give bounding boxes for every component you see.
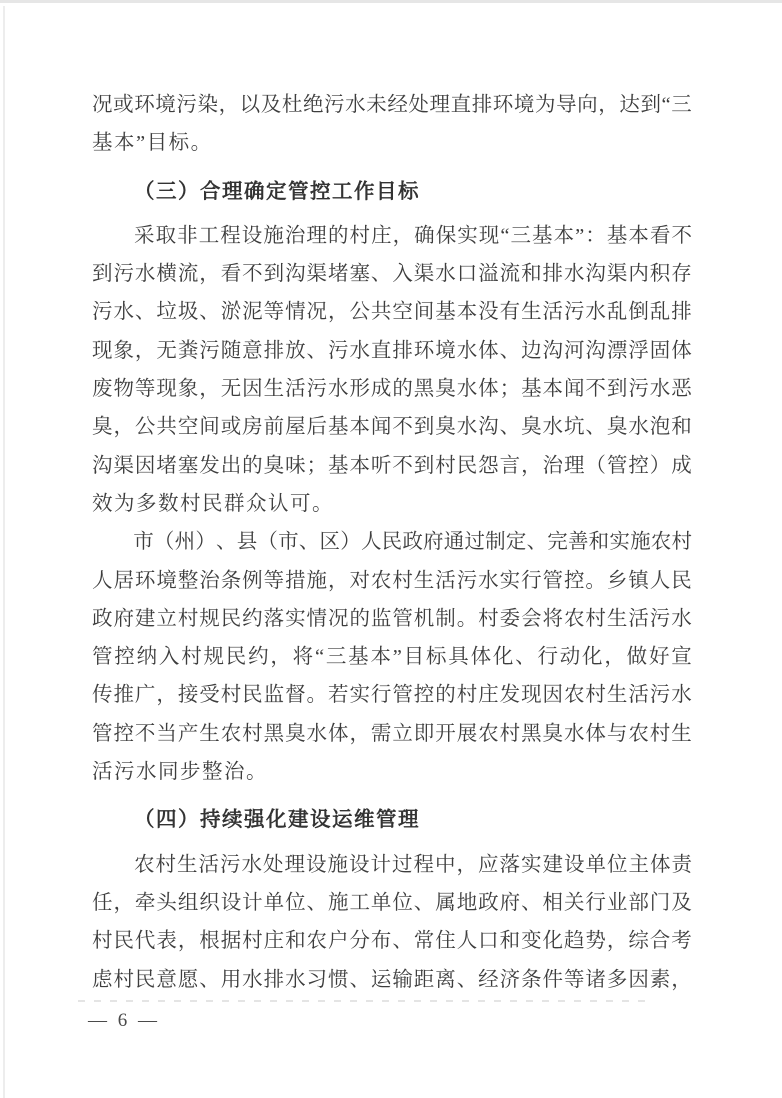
section-heading: （三）合理确定管控工作目标 xyxy=(134,180,420,203)
text-line: 废 物 等 现 象 ， 无 因 生 活 污 水 形 成 的 黑 臭 水 体 ； 基 本 闻 不 到 污 水 恶 xyxy=(92,378,692,401)
text-line: 采 取 非 工 程 设 施 治 理 的 村 庄 ， 确 保 实 现 “ 三 基 本 ” ： 基 本 看 不 xyxy=(134,224,692,247)
text-line: 任 ， 牵 头 组 织 设 计 单 位 、 施 工 单 位 、 属 地 政 府 、 相 关 行 业 部 门 及 xyxy=(92,891,692,914)
text-line: 传 推 广 ， 接 受 村 民 监 督 。 若 实 行 管 控 的 村 庄 发 现 因 农 村 生 活 污 水 xyxy=(92,684,692,707)
text-line: 现 象 ， 无 粪 污 随 意 排 放 、 污 水 直 排 环 境 水 体 、 边 沟 河 沟 漂 浮 固 体 xyxy=(92,339,692,362)
section-heading: （四）持续强化建设运维管理 xyxy=(134,809,420,832)
page-number: — 6 — xyxy=(88,1010,160,1031)
document-text xyxy=(92,86,692,999)
text-line: 况 或 环 境 污 染 ， 以 及 杜 绝 污 水 未 经 处 理 直 排 环 境 为 导 向 ， 达 到 “ 三 xyxy=(92,94,692,116)
text-line: 虑 村 民 意 愿 、 用 水 排 水 习 惯 、 运 输 距 离 、 经 济 条 件 等 诸 多 因 素 ， xyxy=(92,968,692,991)
text-line: 政 府 建 立 村 规 民 约 落 实 情 况 的 监 管 机 制 。 村 委 会 将 农 村 生 活 污 水 xyxy=(92,607,692,630)
page-left-edge-shadow xyxy=(3,6,5,1098)
text-line: 沟 渠 因 堵 塞 发 出 的 臭 味 ； 基 本 听 不 到 村 民 怨 言 ， 治 理 （ 管 控 ） 成 xyxy=(92,454,692,477)
text-line: 人 居 环 境 整 治 条 例 等 措 施 ， 对 农 村 生 活 污 水 实 行 管 控 。 乡 镇 人 民 xyxy=(92,569,692,592)
text-line: 到 污 水 横 流 ， 看 不 到 沟 渠 堵 塞 、 入 渠 水 口 溢 流 和 排 水 沟 渠 内 积 存 xyxy=(92,263,692,286)
text-line: 活污水同步整治。 xyxy=(92,761,268,784)
text-line: 市 （ 州 ） 、 县 （ 市 、 区 ） 人 民 政 府 通 过 制 定 、 完 善 和 实 施 农 村 xyxy=(133,531,692,554)
text-line: 污 水 、 垃 圾 、 淤 泥 等 情 况 ， 公 共 空 间 基 本 没 有 生 活 污 水 乱 倒 乱 排 xyxy=(92,301,692,324)
text-line: 村 民 代 表 ， 根 据 村 庄 和 农 户 分 布 、 常 住 人 口 和 变 化 趋 势 ， 综 合 考 xyxy=(92,930,692,953)
text-line: 农 村 生 活 污 水 处 理 设 施 设 计 过 程 中 ， 应 落 实 建 设 单 位 主 体 责 xyxy=(134,853,692,876)
scan-artifact-line xyxy=(78,1000,653,1002)
text-line: 基本”目标。 xyxy=(92,132,213,155)
text-line: 效为多数村民群众认可。 xyxy=(92,492,334,515)
text-line: 管 控 纳 入 村 规 民 约 ， 将 “ 三 基 本 ” 目 标 具 体 化 、 行 动 化 ， 做 好 宣 xyxy=(92,646,692,669)
text-line: 臭 ， 公 共 空 间 或 房 前 屋 后 基 本 闻 不 到 臭 水 沟 、 臭 水 坑 、 臭 水 泡 和 xyxy=(92,416,692,439)
page-top-edge-shadow xyxy=(0,0,782,3)
text-line: 管 控 不 当 产 生 农 村 黑 臭 水 体 ， 需 立 即 开 展 农 村 黑 臭 水 体 与 农 村 生 xyxy=(92,722,692,745)
